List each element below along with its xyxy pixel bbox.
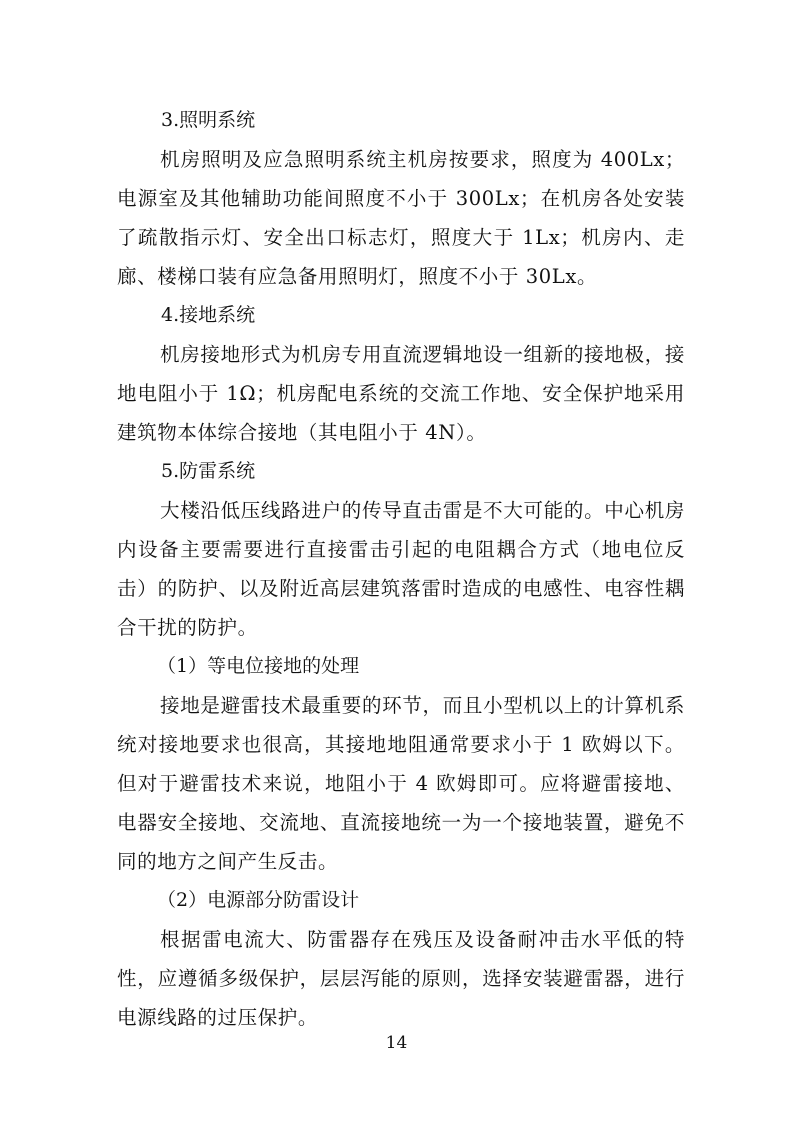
section-heading-grounding: 4.接地系统: [161, 304, 256, 326]
subsection-heading-power-surge: （2）电源部分防雷设计: [157, 889, 360, 911]
page-number: 14: [385, 1033, 408, 1053]
document-body: [117, 101, 685, 1037]
paragraph-lighting: 机房照明及应急照明系统主机房按要求，照度为 400Lx；电源室及其他辅助功能间照度不小于 300Lx；在机房各处安装了疏散指示灯、安全出口标志灯，照度大于 1Lx；机房内、走廊、楼梯口装有应急备用照明灯，照度不小于 30Lx。: [117, 148, 685, 288]
paragraph-lightning-protection: 大楼沿低压线路进户的传导直击雷是不大可能的。中心机房内设备主要需要进行直接雷击引起的电阻耦合方式（地电位反击）的防护、以及附近高层建筑落雷时造成的电感性、电容性耦合干扰的防护。: [117, 499, 685, 639]
paragraph-grounding: 机房接地形式为机房专用直流逻辑地设一组新的接地极，接地电阻小于 1Ω；机房配电系统的交流工作地、安全保护地采用建筑物本体综合接地（其电阻小于 4N）。: [117, 343, 685, 444]
paragraph-equipotential: 接地是避雷技术最重要的环节，而且小型机以上的计算机系统对接地要求也很高，其接地地阻通常要求小于 1 欧姆以下。但对于避雷技术来说，地阻小于 4 欧姆即可。应将避雷接地、电器安全接地、交流地、直流接地统一为一个接地装置，避免不同的地方之间产生反击。: [117, 694, 685, 873]
paragraph-power-surge: 根据雷电流大、防雷器存在残压及设备耐冲击水平低的特性，应遵循多级保护，层层泻能的原则，选择安装避雷器，进行电源线路的过压保护。: [117, 928, 685, 1029]
subsection-heading-equipotential: （1）等电位接地的处理: [157, 655, 360, 677]
section-heading-lightning-protection: 5.防雷系统: [161, 460, 256, 482]
section-heading-lighting: 3.照明系统: [161, 109, 256, 131]
